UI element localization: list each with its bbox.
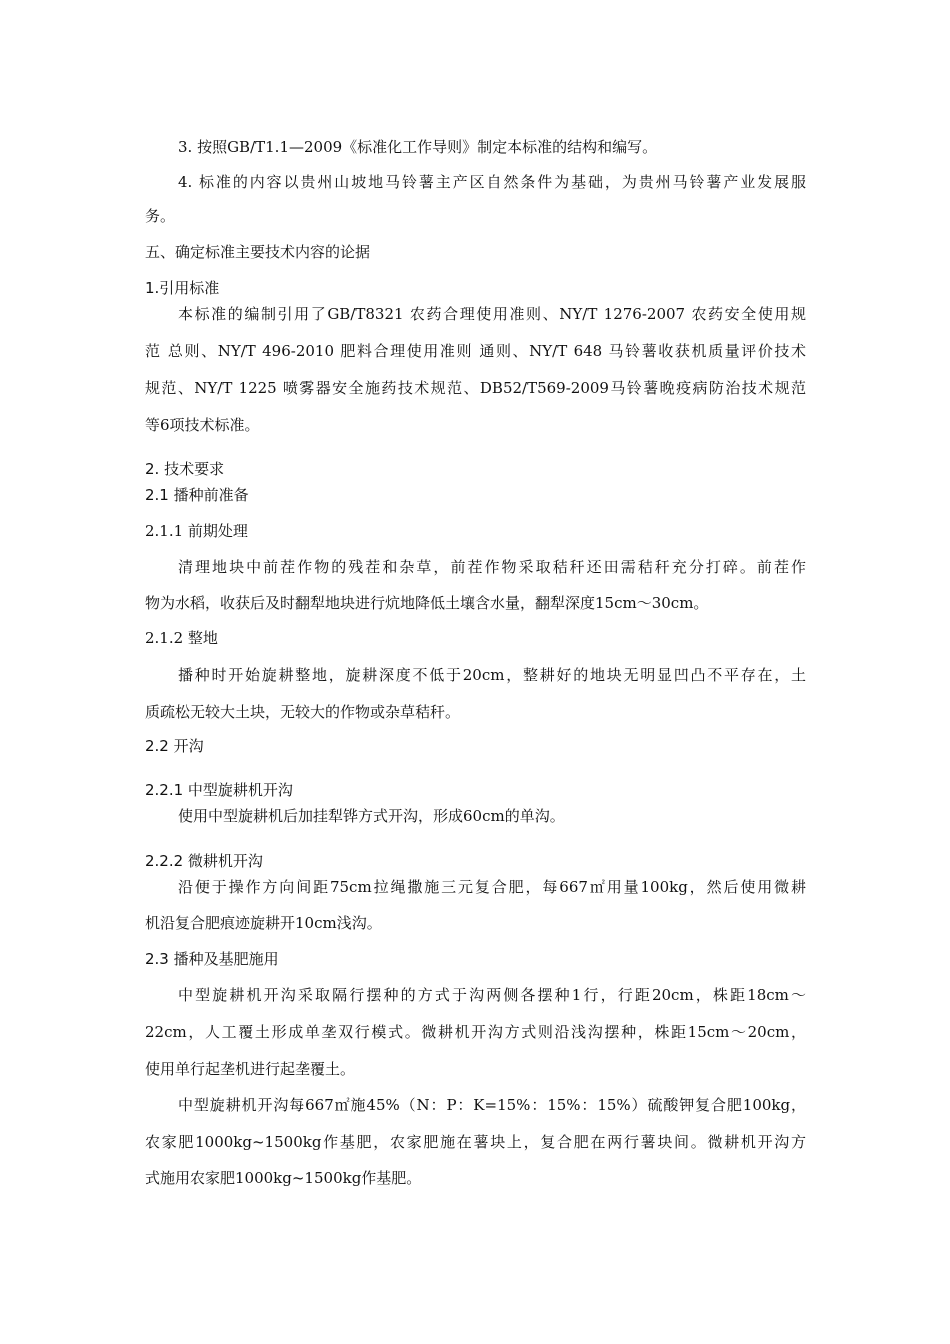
subsection-heading: 2.1.1 前期处理 bbox=[145, 522, 248, 540]
subsection-heading: 2.2.1 中型旋耕机开沟 bbox=[145, 781, 293, 799]
paragraph-line: 范 总则、NY/T 496-2010 肥料合理使用准则 通则、NY/T 648 马铃薯收获机质量评价技术 bbox=[145, 342, 806, 360]
subsection-heading: 2.3 播种及基肥施用 bbox=[145, 950, 279, 968]
paragraph-line: 播种时开始旋耕整地，旋耕深度不低于20cm，整耕好的地块无明显凹凸不平存在，土 bbox=[178, 666, 806, 684]
paragraph-line: 机沿复合肥痕迹旋耕开10cm浅沟。 bbox=[145, 914, 382, 932]
paragraph-line: 4. 标准的内容以贵州山坡地马铃薯主产区自然条件为基础，为贵州马铃薯产业发展服 bbox=[178, 173, 806, 191]
paragraph-line: 沿便于操作方向间距75cm拉绳撒施三元复合肥，每667㎡用量100kg，然后使用微耕 bbox=[178, 878, 806, 896]
subsection-heading: 2.1.2 整地 bbox=[145, 629, 218, 647]
paragraph-line: 中型旋耕机开沟采取隔行摆种的方式于沟两侧各摆种1行，行距20cm，株距18cm～ bbox=[178, 986, 806, 1004]
paragraph-line: 清理地块中前茬作物的残茬和杂草，前茬作物采取秸秆还田需秸秆充分打碎。前茬作 bbox=[178, 558, 806, 576]
paragraph-line: 使用中型旋耕机后加挂犁铧方式开沟，形成60cm的单沟。 bbox=[178, 807, 565, 825]
subsection-heading: 1.引用标准 bbox=[145, 279, 220, 297]
subsection-heading: 2.1 播种前准备 bbox=[145, 486, 249, 504]
paragraph-line: 质疏松无较大土块，无较大的作物或杂草秸秆。 bbox=[145, 703, 461, 721]
subsection-heading: 2. 技术要求 bbox=[145, 460, 225, 478]
paragraph-line: 规范、NY/T 1225 喷雾器安全施药技术规范、DB52/T569-2009马铃薯晚疫病防治技术规范 bbox=[145, 379, 806, 397]
paragraph-line: 等6项技术标准。 bbox=[145, 416, 260, 434]
paragraph-line: 本标准的编制引用了GB/T8321 农药合理使用准则、NY/T 1276-2007 农药安全使用规 bbox=[178, 305, 806, 323]
paragraph-line: 22cm，人工覆土形成单垄双行模式。微耕机开沟方式则沿浅沟摆种，株距15cm～20cm， bbox=[145, 1023, 806, 1041]
paragraph-line: 3. 按照GB/T1.1—2009《标准化工作导则》制定本标准的结构和编写。 bbox=[178, 138, 658, 156]
paragraph-line: 使用单行起垄机进行起垄覆土。 bbox=[145, 1060, 356, 1078]
paragraph-line: 务。 bbox=[145, 207, 176, 225]
subsection-heading: 2.2.2 微耕机开沟 bbox=[145, 852, 263, 870]
subsection-heading: 2.2 开沟 bbox=[145, 737, 204, 755]
section-heading: 五、确定标准主要技术内容的论据 bbox=[145, 243, 371, 261]
paragraph-line: 中型旋耕机开沟每667㎡施45%（N：P：K=15%：15%：15%）硫酸钾复合肥100kg， bbox=[178, 1096, 806, 1114]
paragraph-line: 农家肥1000kg~1500kg作基肥，农家肥施在薯块上，复合肥在两行薯块间。微耕机开沟方 bbox=[145, 1133, 806, 1151]
paragraph-line: 物为水稻，收获后及时翻犁地块进行炕地降低土壤含水量，翻犁深度15cm～30cm。 bbox=[145, 594, 709, 612]
paragraph-line: 式施用农家肥1000kg~1500kg作基肥。 bbox=[145, 1169, 422, 1187]
